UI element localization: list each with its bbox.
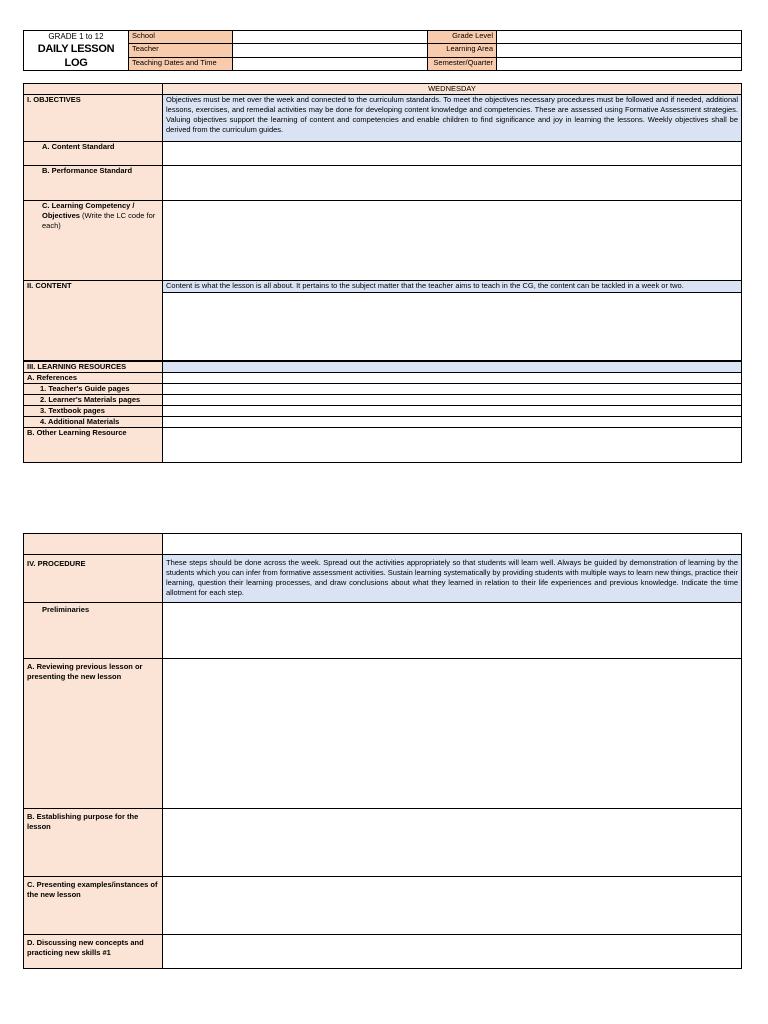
other-resource-field[interactable] [163,427,742,462]
competency-line-2: Objectives [42,211,80,220]
step-b-field[interactable] [163,809,742,877]
objectives-text: Objectives must be met over the week and connected to the curriculum standards. To meet the objectives necessary procedures must be followed and if needed, additional lessons, exercises, and remedial activities may be done for developing content knowledge and competencies. These are assessed using Formative Assessment strategies. Valuing objectives support the learning of content and competencies and enable children to find significance and joy in learning the lessons. Weekly objectives shall be derived from the curriculum guides. [163,95,742,142]
step-b-label: B. Establishing purpose for the lesson [24,809,163,877]
title-cell [24,31,129,71]
school-field[interactable] [233,31,428,44]
lesson-table-2 [23,533,742,969]
teachers-guide-label: 1. Teacher's Guide pages [24,383,163,394]
step-c-label: C. Presenting examples/instances of the new lesson [24,877,163,935]
teachers-guide-field[interactable] [163,383,742,394]
objectives-label: I. OBJECTIVES [24,95,163,142]
step-c-field[interactable] [163,877,742,935]
dates-field[interactable] [233,57,428,70]
content-field[interactable] [163,293,742,361]
learners-materials-field[interactable] [163,394,742,405]
step-d-label: D. Discussing new concepts and practicing new skills #1 [24,935,163,969]
competency-note: (Write the LC code for each) [42,211,156,230]
lesson-table-1 [23,83,742,463]
competency-line-1: C. Learning Competency / [42,201,135,210]
blank-corner-2 [24,534,163,555]
resources-field [163,361,742,373]
textbook-label: 3. Textbook pages [24,405,163,416]
other-resource-label: B. Other Learning Resource [24,427,163,462]
grade-range: GRADE 1 to 12 [48,32,104,41]
grade-level-label: Grade Level [428,31,497,44]
content-standard-field[interactable] [163,142,742,166]
dates-label: Teaching Dates and Time [129,57,233,70]
semester-label: Semester/Quarter [428,57,497,70]
document-title: DAILY LESSON LOG [37,43,115,69]
blank-corner [24,84,163,95]
procedure-text: These steps should be done across the week. Spread out the activities appropriately so that students will learn well. Always be guided by demonstration of learning by the students which you can infer from formative assessment activities. Sustain learning systematically by providing students with multiple ways to learn new things, practice their learning, question their learning processes, and draw conclusions about what they learned in relation to their life experiences and previous knowledge. Indicate the time allotment for each step. [163,555,742,603]
performance-standard-field[interactable] [163,166,742,201]
header-table [23,30,742,71]
additional-materials-label: 4. Additional Materials [24,416,163,427]
content-standard-label: A. Content Standard [24,142,163,166]
performance-standard-label: B. Performance Standard [24,166,163,201]
competency-label [24,201,163,281]
preliminaries-label: Preliminaries [24,603,163,659]
preliminaries-field[interactable] [163,603,742,659]
content-text: Content is what the lesson is all about. It pertains to the subject matter that the teacher aims to teach in the CG, the content can be tackled in a week or two. [163,281,742,293]
competency-field[interactable] [163,201,742,281]
learning-area-field[interactable] [497,44,742,57]
content-label: II. CONTENT [24,281,163,361]
teacher-label: Teacher [129,44,233,57]
step-d-field[interactable] [163,935,742,969]
learners-materials-label: 2. Learner's Materials pages [24,394,163,405]
semester-field[interactable] [497,57,742,70]
procedure-label: IV. PROCEDURE [24,555,163,603]
blank-header-2 [163,534,742,555]
resources-label: III. LEARNING RESOURCES [24,361,163,373]
references-label: A. References [24,372,163,383]
references-field[interactable] [163,372,742,383]
teacher-field[interactable] [233,44,428,57]
day-header: WEDNESDAY [163,84,742,95]
school-label: School [129,31,233,44]
step-a-field[interactable] [163,659,742,809]
step-a-label: A. Reviewing previous lesson or presenting the new lesson [24,659,163,809]
grade-level-field[interactable] [497,31,742,44]
textbook-field[interactable] [163,405,742,416]
additional-materials-field[interactable] [163,416,742,427]
learning-area-label: Learning Area [428,44,497,57]
